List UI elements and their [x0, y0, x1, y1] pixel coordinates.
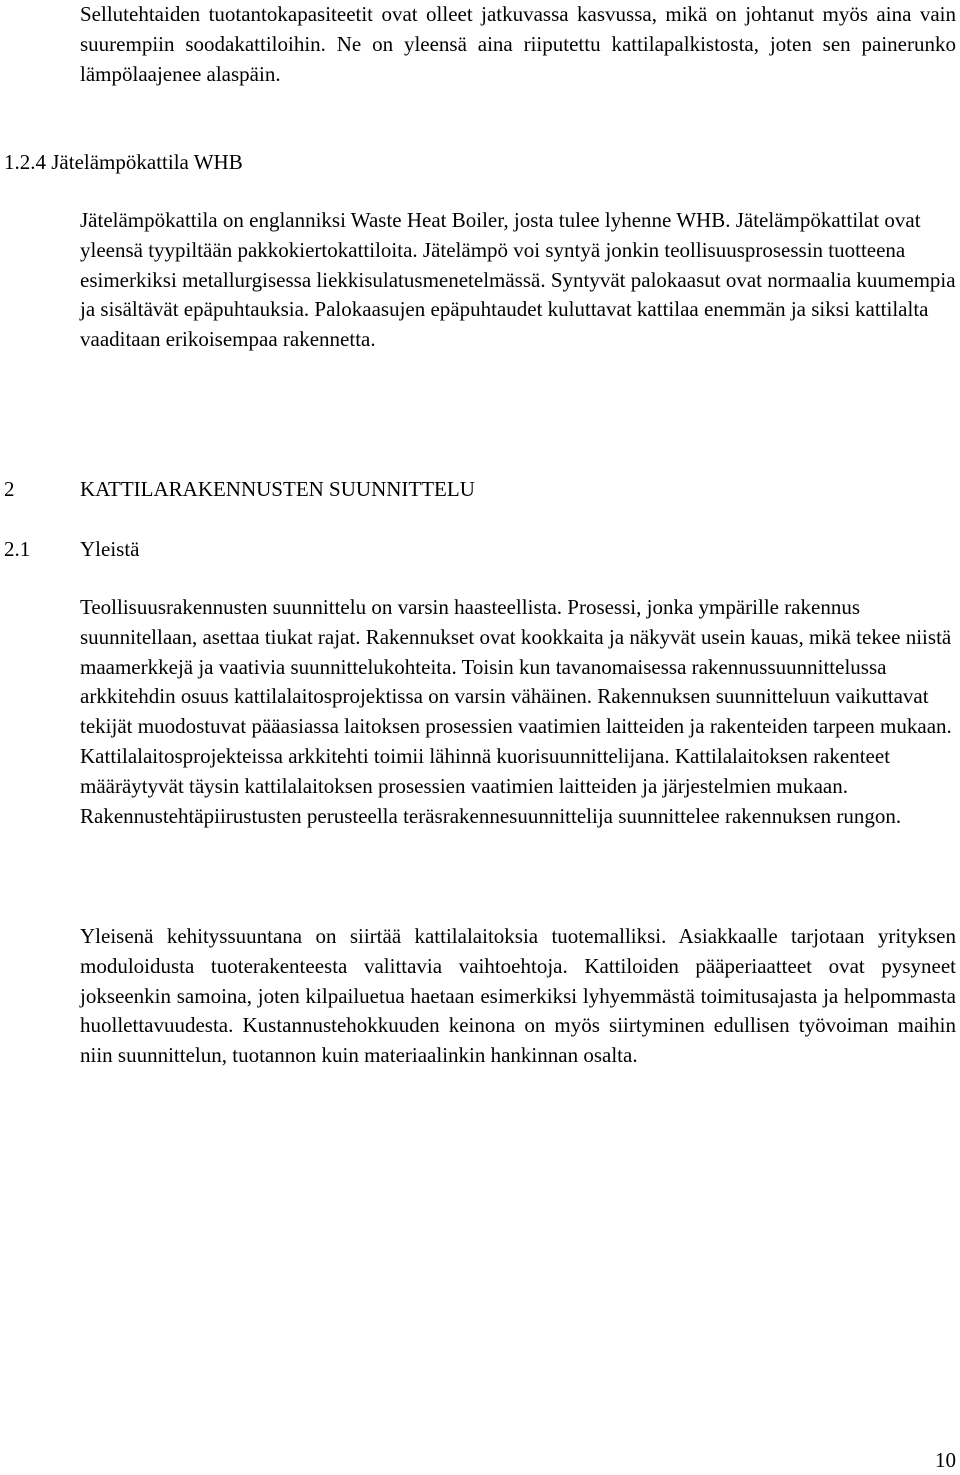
section-1-2-4-paragraph: Jätelämpökattila on englanniksi Waste Heat Boiler, josta tulee lyhenne WHB. Jätelämpökattilat ovat yleensä tyypiltään pakkokiertokattiloita. Jätelämpö voi syntyä jonkin teollisuusprosessin tuotteena esimerkiksi metallurgisessa liekkisulatusmenetelmässä. Syntyvät palokaasut ovat normaalia kuumempia ja sisältävät epäpuhtauksia. Palokaasujen epäpuhtaudet kuluttavat kattilaa enemmän ja siksi kattilalta vaaditaan erikoisempaa rakennetta. [80, 208, 956, 352]
chapter-heading [4, 474, 475, 504]
chapter-title: KATTILARAKENNUSTEN SUUNNITTELU [80, 477, 475, 501]
section-heading-1-2-4: 1.2.4 Jätelämpökattila WHB [4, 150, 243, 174]
page-number: 10 [935, 1448, 956, 1472]
section-number: 2.1 [4, 537, 31, 561]
section-heading-2-1 [4, 534, 139, 564]
section-title: Yleistä [80, 537, 140, 561]
section-2-1-paragraph-1: Teollisuusrakennusten suunnittelu on varsin haasteellista. Prosessi, jonka ympärille rakennus suunnitellaan, asettaa tiukat rajat. Rakennukset ovat kookkaita ja näkyvät usein kauas, mikä tekee niistä maamerkkejä ja vaativia suunnittelukohteita. Toisin kun tavanomaisessa rakennussuunnittelussa arkkitehdin osuus kattilalaitosprojektissa on varsin vähäinen. Rakennuksen suunnitteluun vaikuttavat tekijät muodostuvat pääasiassa laitoksen prosessien vaatimien laitteiden ja rakenteiden tarpeen mukaan. Kattilalaitosprojekteissa arkkitehti toimii lähinnä kuorisuunnittelijana. Kattilalaitoksen rakenteet määräytyvät täysin kattilalaitoksen prosessien vaatimien laitteiden ja järjestelmien mukaan. Rakennustehtäpiirustusten perusteella teräsrakennesuunnittelija suunnittelee rakennuksen rungon. [80, 595, 952, 828]
chapter-number: 2 [4, 477, 15, 501]
section-2-1-paragraph-2: Yleisenä kehityssuuntana on siirtää kattilalaitoksia tuotemalliksi. Asiakkaalle tarjotaan yrityksen moduloidusta tuoterakenteesta valittavia vaihtoehtoja. Kattiloiden pääperiaatteet ovat pysyneet jokseenkin samoina, joten kilpailuetua haetaan esimerkiksi lyhyemmästä toimitusajasta ja helpommasta huollettavuudesta. Kustannustehokkuuden keinona on myös siirtyminen edullisen työvoiman maihin niin suunnittelun, tuotannon kuin materiaalinkin hankinnan osalta. [80, 924, 956, 1068]
intro-paragraph: Sellutehtaiden tuotantokapasiteetit ovat olleet jatkuvassa kasvussa, mikä on johtanut myös aina vain suurempiin soodakattiloihin. Ne on yleensä aina riiputettu kattilapalkistosta, joten sen painerunko lämpölaajenee alaspäin. [80, 2, 956, 86]
